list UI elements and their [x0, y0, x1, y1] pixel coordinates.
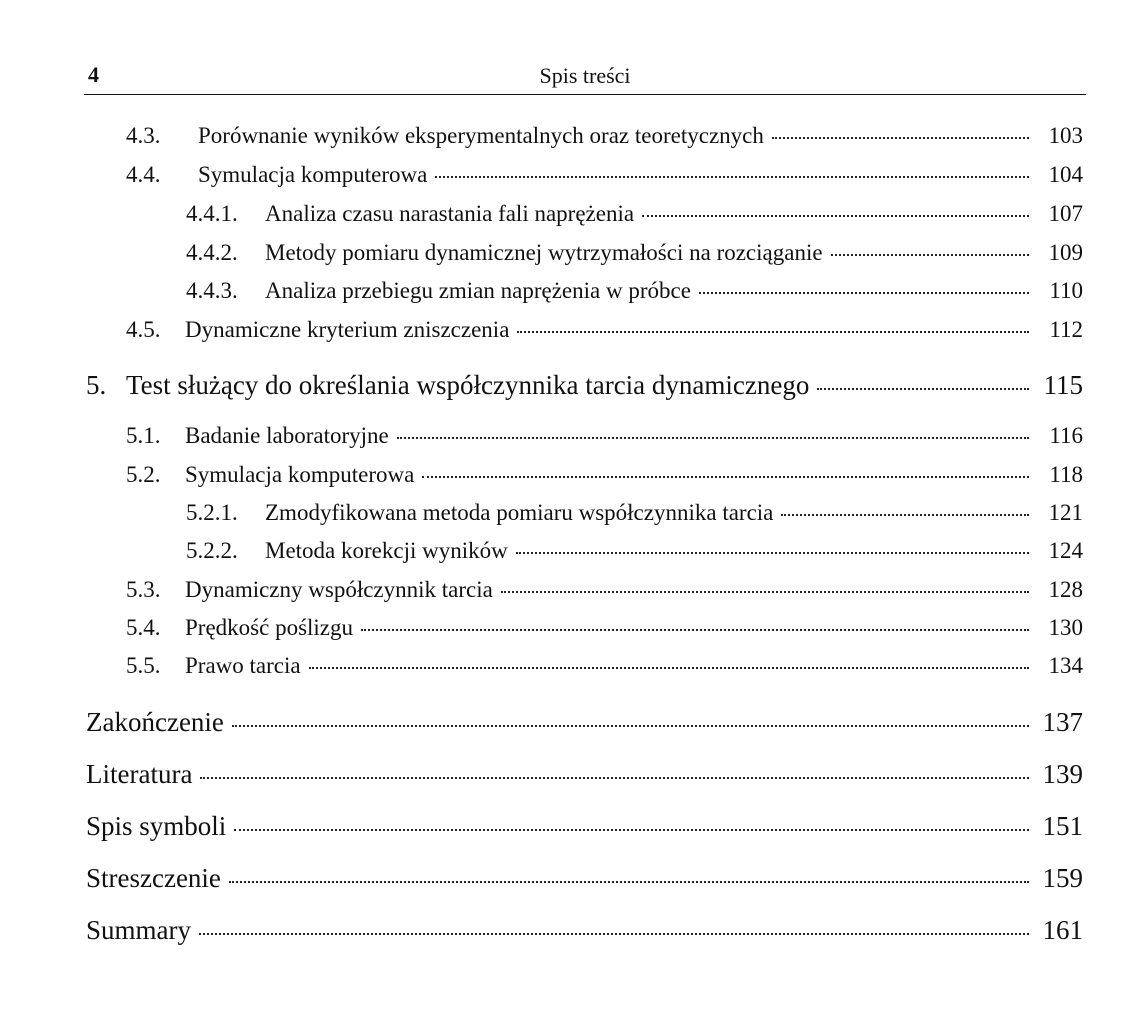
- toc-entry: [0, 278, 1083, 312]
- entry-page: 159: [1042, 863, 1083, 893]
- entry-title: Symulacja komputerowa: [198, 162, 428, 187]
- entry-title: Analiza przebiegu zmian naprężenia w próbce: [265, 278, 691, 303]
- entry-page: 121: [1048, 500, 1083, 525]
- toc-entry: [0, 577, 1083, 611]
- dot-leader: [772, 136, 1029, 139]
- entry-title: Test służący do określania współczynnika tarcia dynamicznego: [126, 370, 810, 400]
- toc-entry: [0, 707, 1083, 741]
- entry-title: Analiza czasu narastania fali naprężenia: [265, 201, 635, 226]
- entry-number: 5.2.1.: [186, 500, 238, 525]
- entry-number: 4.4.2.: [186, 240, 238, 265]
- dot-leader: [517, 330, 1029, 333]
- dot-leader: [309, 666, 1029, 669]
- entry-number: 5.5.: [126, 653, 161, 678]
- entry-page: 103: [1048, 123, 1083, 148]
- dot-leader: [422, 475, 1029, 478]
- entry-page: 139: [1042, 759, 1083, 789]
- toc-entry: [0, 538, 1083, 572]
- entry-title: Badanie laboratoryjne: [185, 423, 389, 448]
- dot-leader: [699, 291, 1029, 294]
- entry-title: Streszczenie: [86, 863, 221, 893]
- entry-page: 124: [1048, 538, 1083, 563]
- entry-page: 109: [1048, 240, 1083, 265]
- toc-entry: [0, 317, 1083, 351]
- dot-leader: [642, 214, 1029, 217]
- entry-number: 4.4.3.: [186, 278, 238, 303]
- dot-leader: [397, 436, 1029, 439]
- running-title: Spis treści: [539, 63, 631, 88]
- entry-number: 4.4.1.: [186, 201, 238, 226]
- dot-leader: [831, 253, 1029, 256]
- dot-leader: [817, 387, 1029, 390]
- toc-entry: [0, 240, 1083, 274]
- entry-page: 151: [1042, 811, 1083, 841]
- toc-entry: [0, 653, 1083, 687]
- toc-entry: [0, 201, 1083, 235]
- entry-number: 5.3.: [126, 577, 161, 602]
- toc-entry: [0, 462, 1083, 496]
- entry-title: Literatura: [86, 759, 193, 789]
- toc-entry: [0, 162, 1083, 196]
- page-number: 4: [88, 62, 99, 87]
- entry-page: 118: [1049, 462, 1083, 487]
- entry-page: 110: [1049, 278, 1083, 303]
- dot-leader: [361, 628, 1029, 631]
- dot-leader: [199, 932, 1029, 935]
- toc-entry: [0, 423, 1083, 457]
- dot-leader: [234, 828, 1029, 831]
- entry-title: Metoda korekcji wyników: [265, 538, 508, 563]
- entry-page: 134: [1048, 653, 1083, 678]
- toc-entry: [0, 370, 1083, 404]
- entry-title: Prędkość poślizgu: [185, 615, 354, 640]
- entry-title: Metody pomiaru dynamicznej wytrzymałości na rozciąganie: [265, 240, 823, 265]
- dot-leader: [501, 590, 1029, 593]
- entry-title: Dynamiczne kryterium zniszczenia: [185, 317, 510, 342]
- entry-number: 5.4.: [126, 615, 161, 640]
- toc-entry: [0, 915, 1083, 949]
- entry-page: 116: [1049, 423, 1083, 448]
- entry-title: Spis symboli: [86, 811, 227, 841]
- entry-page: 130: [1048, 615, 1083, 640]
- toc-entry: [0, 123, 1083, 157]
- entry-page: 128: [1048, 577, 1083, 602]
- entry-page: 137: [1042, 707, 1083, 737]
- toc-entry: [0, 759, 1083, 793]
- toc-entry: [0, 811, 1083, 845]
- entry-title: Prawo tarcia: [185, 653, 301, 678]
- dot-leader: [781, 513, 1029, 516]
- entry-page: 104: [1048, 162, 1083, 187]
- entry-number: 4.5.: [126, 317, 161, 342]
- entry-title: Zmodyfikowana metoda pomiaru współczynnika tarcia: [265, 500, 774, 525]
- entry-page: 115: [1043, 370, 1083, 400]
- entry-title: Summary: [86, 915, 191, 945]
- entry-title: Zakończenie: [86, 707, 224, 737]
- dot-leader: [435, 175, 1029, 178]
- toc-entry: [0, 500, 1083, 534]
- entry-number: 5.1.: [126, 423, 161, 448]
- entry-number: 4.3.: [126, 123, 161, 148]
- toc-entry: [0, 615, 1083, 649]
- entry-page: 161: [1042, 915, 1083, 945]
- entry-page: 112: [1049, 317, 1083, 342]
- entry-number: 4.4.: [126, 162, 161, 187]
- entry-page: 107: [1048, 201, 1083, 226]
- dot-leader: [229, 880, 1029, 883]
- dot-leader: [232, 724, 1029, 727]
- entry-number: 5.: [86, 370, 107, 400]
- entry-number: 5.2.: [126, 462, 161, 487]
- entry-title: Porównanie wyników eksperymentalnych oraz teoretycznych: [198, 123, 764, 148]
- entry-title: Symulacja komputerowa: [185, 462, 415, 487]
- toc-entry: [0, 863, 1083, 897]
- page-header: [84, 58, 1086, 95]
- entry-title: Dynamiczny współczynnik tarcia: [185, 577, 493, 602]
- dot-leader: [516, 551, 1029, 554]
- dot-leader: [200, 776, 1029, 779]
- entry-number: 5.2.2.: [186, 538, 238, 563]
